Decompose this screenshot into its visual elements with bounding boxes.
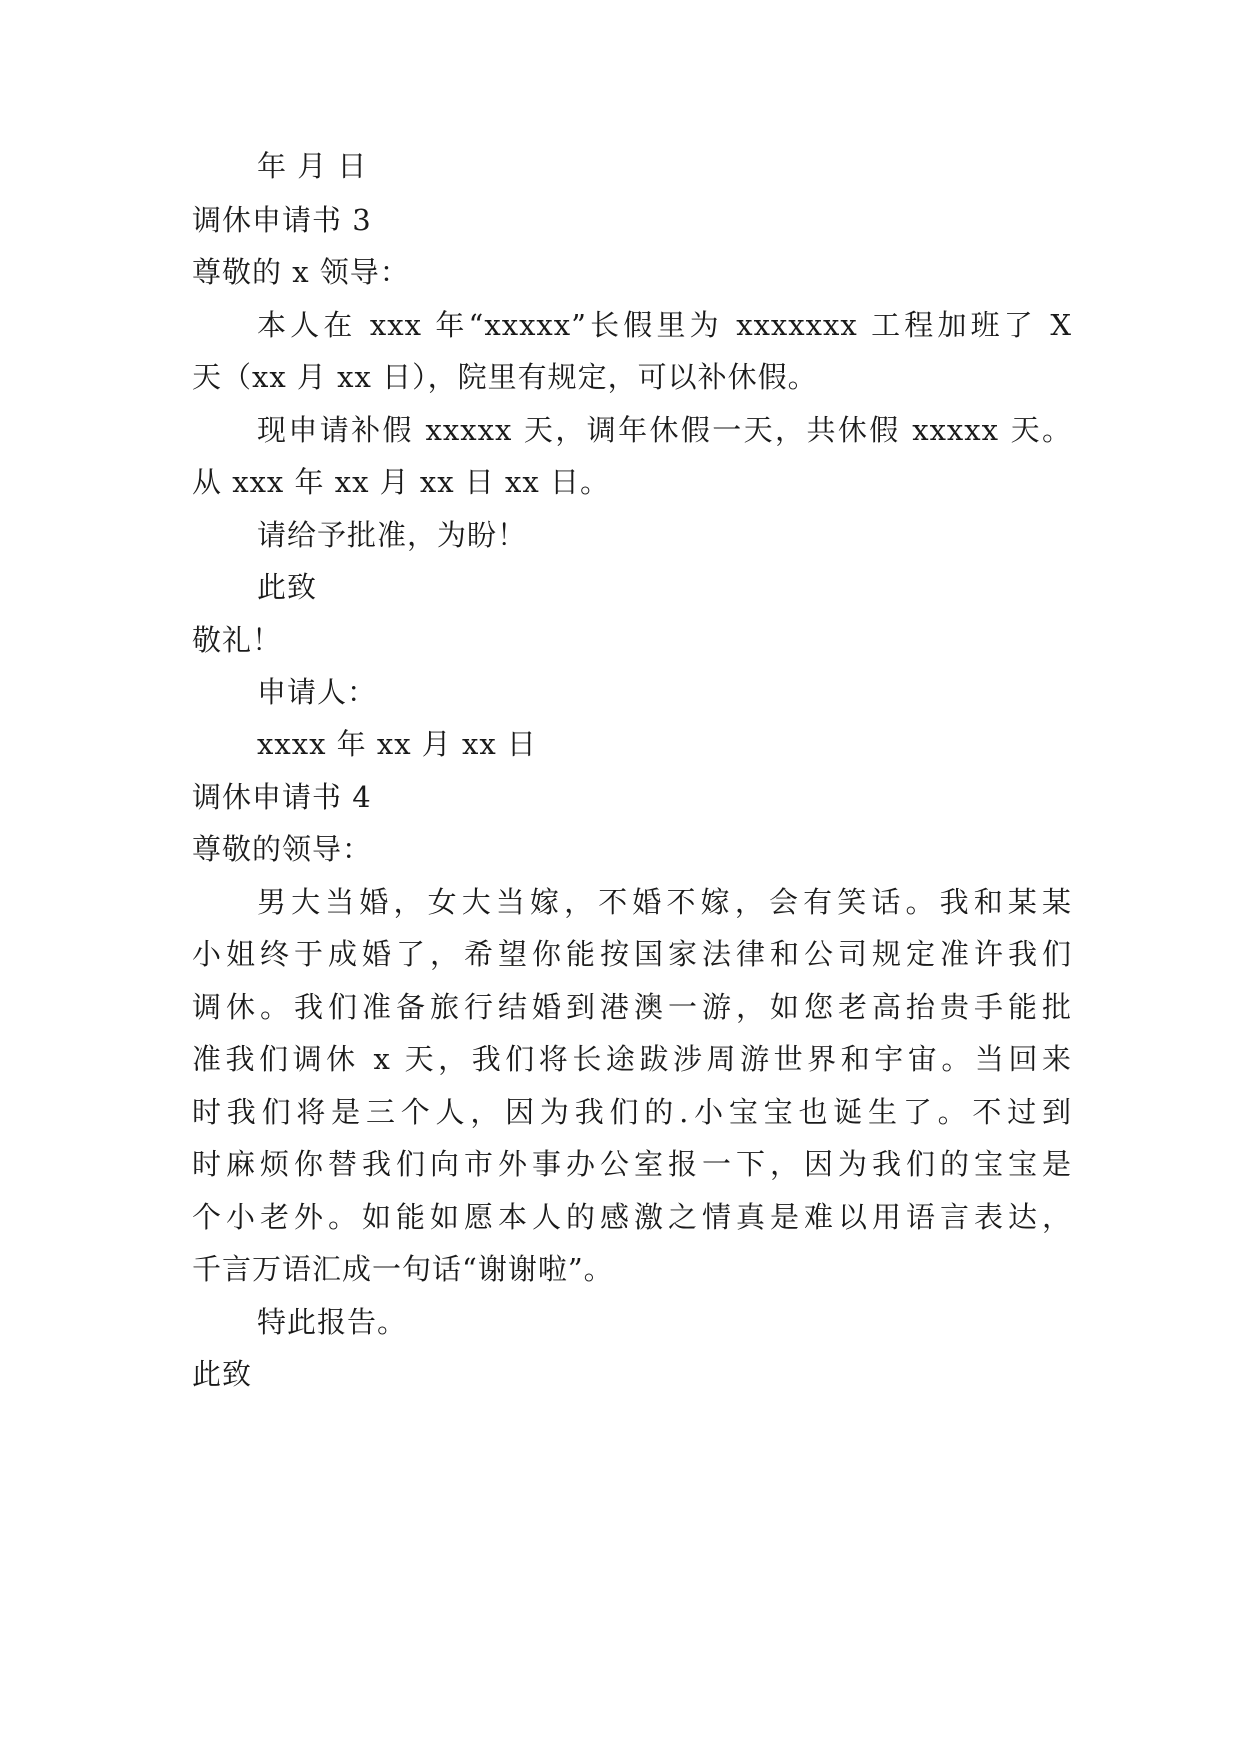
date-line: 年 月 日 bbox=[257, 149, 368, 183]
section-4-salutation: 尊敬的领导： bbox=[192, 832, 373, 866]
section-3-closing-2: 敬礼！ bbox=[192, 623, 283, 657]
section-4-closing-1: 此致 bbox=[192, 1357, 253, 1391]
section-3-applicant: 申请人： bbox=[257, 675, 378, 709]
section-4-body-line: 个小老外。如能如愿本人的感激之情真是难以用语言表达， bbox=[192, 1200, 1072, 1234]
section-4-report: 特此报告。 bbox=[257, 1305, 408, 1339]
section-4-body-line: 调休。我们准备旅行结婚到港澳一游，如您老高抬贵手能批 bbox=[192, 990, 1072, 1024]
section-3-paragraph-2-line-2: 从 xxx 年 xx 月 xx 日 xx 日。 bbox=[192, 465, 610, 499]
section-4-body-line: 时麻烦你替我们向市外事办公室报一下，因为我们的宝宝是 bbox=[192, 1147, 1072, 1181]
section-3-sign-date: xxxx 年 xx 月 xx 日 bbox=[257, 727, 537, 761]
section-4-body-line: 男大当婚，女大当嫁，不婚不嫁，会有笑话。我和某某 bbox=[257, 885, 1072, 919]
section-3-closing-1: 此致 bbox=[257, 570, 318, 604]
section-4-body-line: 小姐终于成婚了，希望你能按国家法律和公司规定准许我们 bbox=[192, 937, 1072, 971]
section-3-salutation: 尊敬的 x 领导： bbox=[192, 255, 410, 289]
section-4-title: 调休申请书 4 bbox=[192, 780, 372, 814]
section-4-body-line: 时我们将是三个人，因为我们的.小宝宝也诞生了。不过到 bbox=[192, 1095, 1072, 1129]
section-3-paragraph-1-line-2: 天（xx 月 xx 日），院里有规定，可以补休假。 bbox=[192, 360, 818, 394]
section-3-paragraph-1-line-1: 本人在 xxx 年“xxxxx”长假里为 xxxxxxx 工程加班了 X bbox=[257, 308, 1072, 342]
section-4-body-line: 准我们调休 x 天，我们将长途跋涉周游世界和宇宙。当回来 bbox=[192, 1042, 1072, 1076]
section-4-body-line: 千言万语汇成一句话“谢谢啦”。 bbox=[192, 1252, 614, 1286]
section-3-paragraph-2-line-1: 现申请补假 xxxxx 天，调年休假一天，共休假 xxxxx 天。 bbox=[257, 413, 1072, 447]
section-3-title: 调休申请书 3 bbox=[192, 203, 372, 237]
section-3-request: 请给予批准，为盼！ bbox=[257, 518, 528, 552]
